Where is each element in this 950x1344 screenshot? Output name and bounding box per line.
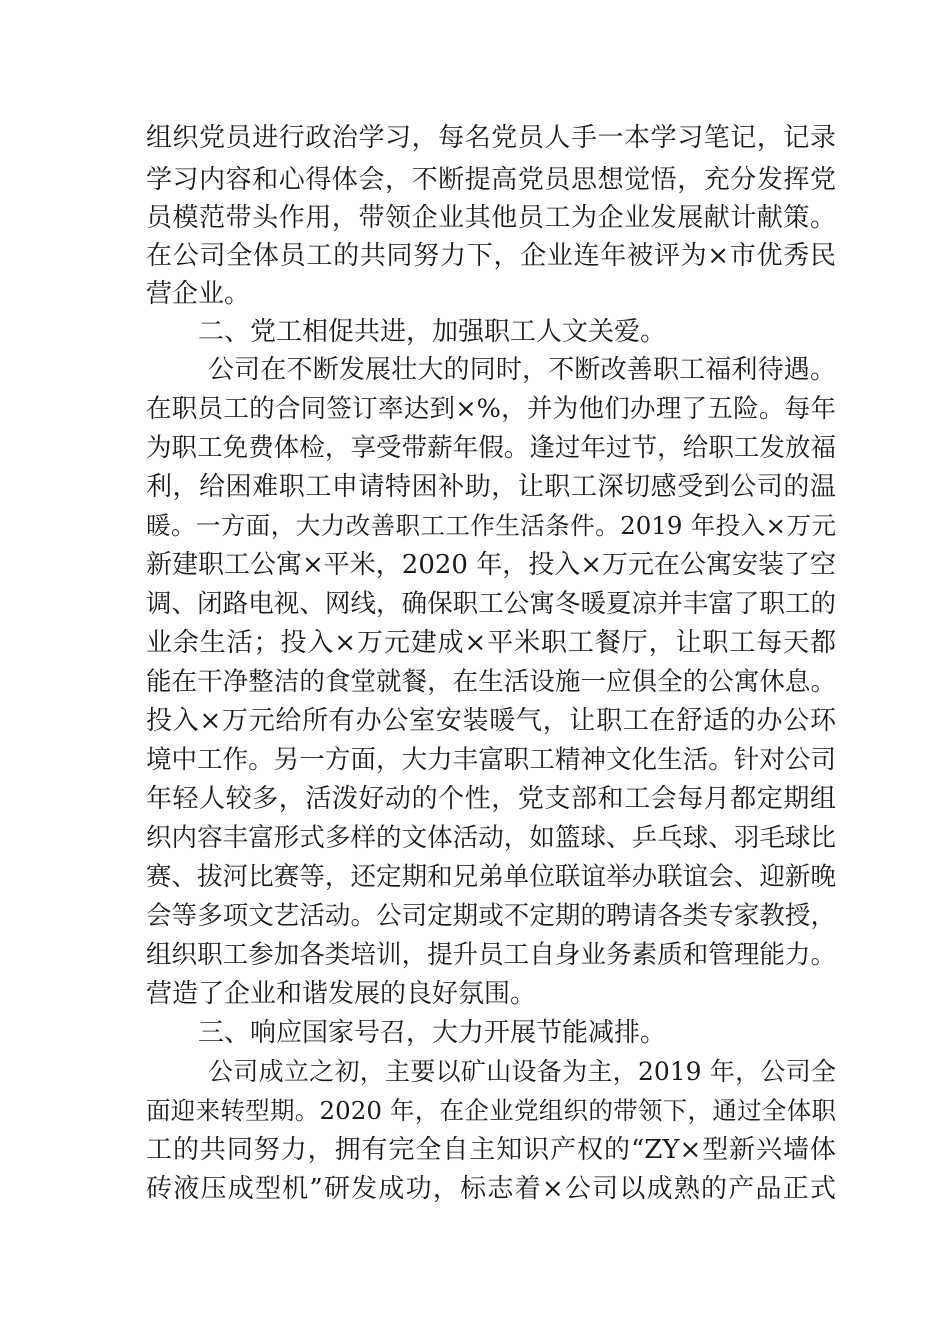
text-line: 赛、拔河比赛等，还定期和兄弟单位联谊举办联谊会、迎新晚 <box>146 862 836 892</box>
text-line: 学习内容和心得体会，不断提高党员思想觉悟，充分发挥党 <box>146 165 836 195</box>
text-line: 新建职工公寓×平米，2020 年，投入×万元在公寓安装了空 <box>146 550 837 580</box>
text-line: 面迎来转型期。2020 年，在企业党组织的带领下，通过全体职 <box>146 1096 836 1125</box>
text-line: 工的共同努力，拥有完全自主知识产权的“ZY×型新兴墙体 <box>146 1135 836 1165</box>
text-line: 砖液压成型机”研发成功，标志着×公司以成熟的产品正式 <box>146 1174 836 1204</box>
text-line: 为职工免费体检，享受带薪年假。逢过年过节，给职工发放福 <box>146 433 836 463</box>
text-line: 能在干净整洁的食堂就餐，在生活设施一应俱全的公寓休息。 <box>146 667 836 697</box>
text-line: 在职员工的合同签订率达到×%，并为他们办理了五险。每年 <box>146 394 836 424</box>
text-line: 调、闭路电视、网线，确保职工公寓冬暖夏凉并丰富了职工的 <box>146 589 836 619</box>
text-line: 公司在不断发展壮大的同时，不断改善职工福利待遇。 <box>208 355 836 385</box>
text-line: 组织职工参加各类培训，提升员工自身业务素质和管理能力。 <box>146 940 836 970</box>
text-line: 组织党员进行政治学习，每名党员人手一本学习笔记，记录 <box>146 123 836 153</box>
text-line: 员模范带头作用，带领企业其他员工为企业发展献计献策。 <box>146 203 836 233</box>
text-line: 营企业。 <box>146 279 251 309</box>
text-line: 营造了企业和谐发展的良好氛围。 <box>146 979 537 1009</box>
text-line: 投入×万元给所有办公室安装暖气，让职工在舒适的办公环 <box>146 706 836 736</box>
section-heading: 二、党工相促共进，加强职工人文关爱。 <box>198 317 667 347</box>
section-heading: 三、响应国家号召，大力开展节能减排。 <box>198 1018 667 1048</box>
text-line: 会等多项文艺活动。公司定期或不定期的聘请各类专家教授， <box>146 901 836 931</box>
text-line: 在公司全体员工的共同努力下，企业连年被评为×市优秀民 <box>146 241 836 271</box>
text-line: 公司成立之初，主要以矿山设备为主，2019 年，公司全 <box>208 1057 836 1086</box>
text-line: 境中工作。另一方面，大力丰富职工精神文化生活。针对公司 <box>146 745 836 775</box>
text-line: 织内容丰富形式多样的文体活动，如篮球、乒乓球、羽毛球比 <box>146 823 836 853</box>
text-line: 利，给困难职工申请特困补助，让职工深切感受到公司的温 <box>146 472 836 502</box>
text-line: 年轻人较多，活泼好动的个性，党支部和工会每月都定期组 <box>146 784 836 814</box>
text-line: 业余生活；投入×万元建成×平米职工餐厅，让职工每天都 <box>146 628 836 658</box>
text-line: 暖。一方面，大力改善职工工作生活条件。2019 年投入×万元 <box>146 511 836 540</box>
